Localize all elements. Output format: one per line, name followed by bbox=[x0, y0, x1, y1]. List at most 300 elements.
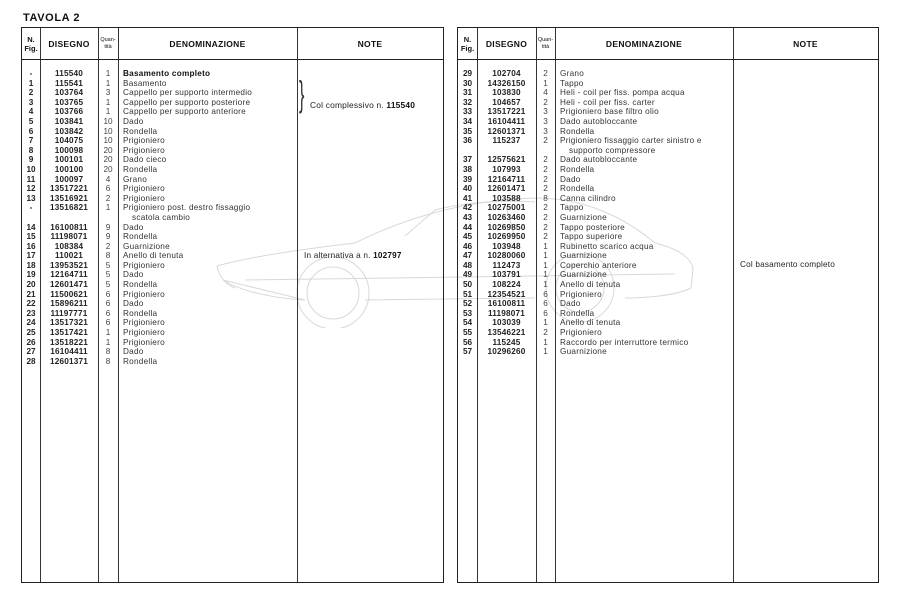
cell-fig: 12 bbox=[26, 184, 36, 194]
cell-fig: 40 bbox=[462, 184, 473, 194]
table-row bbox=[22, 242, 443, 252]
cell-denominazione: Anello di tenuta bbox=[560, 318, 621, 328]
cell-disegno: 10275001 bbox=[487, 203, 526, 213]
cell-disegno: 10269850 bbox=[487, 222, 526, 232]
table-row bbox=[458, 299, 878, 309]
table-row bbox=[22, 261, 443, 271]
cell-quantita: 5 bbox=[105, 260, 111, 270]
table-row bbox=[458, 270, 878, 280]
cell-disegno: 10263460 bbox=[487, 212, 526, 222]
cell-disegno: 110021 bbox=[54, 251, 84, 261]
header-fig-line1: N. bbox=[27, 34, 35, 44]
cell-fig: 14 bbox=[26, 222, 36, 232]
cell-fig: 36 bbox=[462, 136, 473, 146]
table-row bbox=[22, 318, 443, 328]
table-row bbox=[22, 223, 443, 233]
header-qty-line1: Quan- bbox=[100, 36, 116, 43]
cell-quantita: 9 bbox=[105, 222, 111, 232]
table-row bbox=[458, 318, 878, 328]
cell-denominazione: Rubinetto scarico acqua bbox=[560, 241, 654, 251]
cell-denominazione: Dado bbox=[123, 299, 144, 309]
table-row bbox=[22, 127, 443, 137]
cell-fig: 13 bbox=[26, 193, 36, 203]
cell-quantita: 2 bbox=[543, 174, 548, 184]
table-row bbox=[458, 136, 878, 146]
cell-fig: 42 bbox=[462, 203, 473, 213]
cell-quantita: 2 bbox=[543, 328, 548, 338]
table-row bbox=[22, 328, 443, 338]
cell-disegno: 103765 bbox=[54, 97, 84, 107]
table-row bbox=[458, 223, 878, 233]
cell-fig: 4 bbox=[28, 107, 34, 117]
cell-quantita: 6 bbox=[543, 299, 548, 309]
cell-fig: 7 bbox=[28, 136, 34, 146]
cell-fig: 9 bbox=[28, 155, 34, 165]
header-fig-line2: Fig. bbox=[24, 43, 38, 53]
table-row bbox=[22, 280, 443, 290]
table-row bbox=[458, 194, 878, 204]
cell-disegno: 16100811 bbox=[487, 299, 526, 309]
cell-quantita: 1 bbox=[543, 260, 548, 270]
cell-quantita: 2 bbox=[543, 164, 548, 174]
cell-quantita: 10 bbox=[103, 136, 113, 146]
cell-disegno: 115237 bbox=[492, 136, 521, 146]
cell-fig: 43 bbox=[462, 212, 473, 222]
table-row bbox=[458, 98, 878, 108]
table-row bbox=[22, 203, 443, 213]
parts-table-right bbox=[457, 27, 879, 583]
cell-denominazione: Tappo bbox=[560, 78, 584, 88]
cell-quantita: 3 bbox=[543, 107, 548, 117]
note-group-text: Col complessivo n. bbox=[310, 100, 384, 110]
table-row bbox=[458, 338, 878, 348]
cell-fig: 27 bbox=[26, 347, 36, 357]
cell-fig: 1 bbox=[28, 78, 34, 88]
cell-fig: 50 bbox=[462, 280, 473, 290]
cell-fig: 17 bbox=[26, 251, 36, 261]
header-fig-line2: Fig. bbox=[460, 43, 475, 53]
cell-denominazione: Prigioniero bbox=[123, 145, 165, 155]
cell-quantita: 4 bbox=[105, 174, 111, 184]
cell-disegno: 12601371 bbox=[487, 126, 526, 136]
cell-denominazione: Prigioniero fissaggio carter sinistro e bbox=[560, 136, 702, 146]
cell-disegno: 108384 bbox=[54, 241, 84, 251]
cell-denominazione: Dado bbox=[123, 347, 144, 357]
header-quantita bbox=[98, 28, 118, 59]
cell-disegno: 13953521 bbox=[49, 260, 89, 270]
cell-denominazione-continued: scatola cambio bbox=[132, 212, 191, 222]
table-row bbox=[22, 165, 443, 175]
cell-fig: 47 bbox=[462, 251, 473, 261]
cell-denominazione: Prigioniero base filtro olio bbox=[560, 107, 659, 117]
cell-quantita: 8 bbox=[543, 193, 548, 203]
cell-denominazione: Guarnizione bbox=[560, 270, 607, 280]
cell-denominazione: Prigioniero bbox=[123, 184, 165, 194]
cell-disegno: 107993 bbox=[492, 164, 521, 174]
cell-denominazione: Heli - coil per fiss. carter bbox=[560, 97, 655, 107]
table-row bbox=[458, 290, 878, 300]
cell-disegno: 12164711 bbox=[50, 270, 88, 280]
cell-denominazione: Prigioniero bbox=[123, 136, 165, 146]
cell-quantita: 6 bbox=[543, 308, 548, 318]
note-alt-ref: 102797 bbox=[373, 251, 402, 260]
cell-fig: 30 bbox=[462, 78, 473, 88]
header-disegno: DISEGNO bbox=[48, 38, 90, 49]
cell-quantita: 1 bbox=[105, 203, 111, 213]
cell-denominazione: Rondella bbox=[123, 232, 158, 242]
table-row bbox=[458, 127, 878, 137]
cell-fig: 11 bbox=[26, 174, 36, 184]
cell-denominazione: Prigioniero bbox=[123, 260, 165, 270]
cell-denominazione: Dado cieco bbox=[123, 155, 167, 165]
cell-denominazione: Cappello per supporto anteriore bbox=[123, 107, 246, 117]
table-row bbox=[22, 69, 443, 79]
cell-disegno: 103766 bbox=[54, 107, 84, 117]
cell-disegno: 13517221 bbox=[487, 107, 526, 117]
table-row bbox=[458, 165, 878, 175]
cell-denominazione: Dado autobloccante bbox=[560, 116, 638, 126]
cell-quantita: 2 bbox=[543, 136, 548, 146]
cell-disegno: 10296260 bbox=[487, 347, 526, 357]
cell-quantita: 8 bbox=[105, 356, 111, 366]
table-row bbox=[458, 88, 878, 98]
cell-denominazione: Tappo bbox=[560, 203, 584, 213]
cell-fig: 48 bbox=[462, 260, 473, 270]
cell-fig: 19 bbox=[26, 270, 36, 280]
cell-quantita: 1 bbox=[105, 69, 111, 78]
cell-denominazione: Prigioniero bbox=[123, 289, 165, 299]
cell-disegno: 12601471 bbox=[487, 184, 526, 194]
cell-denominazione: Prigioniero bbox=[123, 337, 165, 347]
cell-denominazione: Basamento completo bbox=[123, 69, 211, 78]
note-alt-text: In alternativa a n. bbox=[304, 251, 371, 260]
cell-disegno: 104657 bbox=[492, 97, 521, 107]
table-row bbox=[22, 146, 443, 156]
cell-disegno: 15896211 bbox=[50, 299, 88, 309]
cell-denominazione: Rondella bbox=[560, 126, 595, 136]
cell-quantita: 6 bbox=[543, 289, 548, 299]
cell-disegno: 10280060 bbox=[487, 251, 526, 261]
cell-denominazione-continued: supporto compressore bbox=[569, 145, 656, 155]
note-group bbox=[310, 100, 415, 110]
table-row bbox=[22, 88, 443, 98]
cell-fig: 39 bbox=[462, 174, 473, 184]
note-right: Col basamento completo bbox=[740, 260, 835, 269]
cell-denominazione: Prigioniero bbox=[560, 328, 602, 338]
table-row bbox=[22, 270, 443, 280]
cell-quantita: 6 bbox=[105, 299, 111, 309]
brace-icon: } bbox=[299, 73, 305, 114]
cell-quantita: 1 bbox=[543, 241, 548, 251]
cell-fig: 2 bbox=[28, 88, 34, 98]
cell-quantita: 5 bbox=[105, 280, 111, 290]
cell-disegno: 13517221 bbox=[49, 184, 89, 194]
cell-denominazione: Prigioniero post. destro fissaggio bbox=[123, 203, 251, 213]
page-title: TAVOLA 2 bbox=[23, 12, 81, 24]
cell-quantita: 10 bbox=[103, 126, 113, 136]
cell-fig: 57 bbox=[462, 347, 473, 357]
cell-quantita: 1 bbox=[543, 251, 548, 261]
cell-denominazione: Grano bbox=[123, 174, 148, 184]
cell-disegno: 12164711 bbox=[487, 174, 526, 184]
table-row bbox=[22, 184, 443, 194]
cell-fig: 32 bbox=[462, 97, 473, 107]
cell-denominazione: Dado bbox=[560, 174, 581, 184]
cell-quantita: 2 bbox=[105, 241, 111, 251]
cell-disegno: 14326150 bbox=[487, 78, 526, 88]
cell-denominazione: Rondella bbox=[123, 356, 158, 366]
cell-fig: 45 bbox=[462, 232, 473, 242]
cell-denominazione: Cappello per supporto intermedio bbox=[123, 88, 253, 98]
cell-denominazione: Dado bbox=[560, 299, 581, 309]
header-denominazione: DENOMINAZIONE bbox=[605, 38, 683, 49]
cell-disegno: 12575621 bbox=[487, 155, 526, 165]
cell-quantita: 8 bbox=[105, 347, 111, 357]
cell-disegno: 10269950 bbox=[487, 232, 526, 242]
cell-quantita: 2 bbox=[543, 97, 548, 107]
header-note: NOTE bbox=[357, 38, 383, 49]
table-row bbox=[22, 347, 443, 357]
table-row bbox=[22, 299, 443, 309]
table-row bbox=[458, 107, 878, 117]
cell-denominazione: Heli - coil per fiss. pompa acqua bbox=[560, 88, 685, 98]
cell-fig: 37 bbox=[462, 155, 473, 165]
cell-quantita: 1 bbox=[543, 347, 548, 357]
cell-quantita: 1 bbox=[543, 337, 548, 347]
cell-fig: 10 bbox=[26, 164, 36, 174]
table-row bbox=[22, 194, 443, 204]
header-qty-line1: Quan- bbox=[537, 36, 554, 43]
cell-fig: 5 bbox=[28, 116, 34, 126]
table-row bbox=[458, 280, 878, 290]
cell-disegno: 115245 bbox=[492, 337, 521, 347]
cell-quantita: 1 bbox=[543, 318, 548, 328]
table-row bbox=[22, 338, 443, 348]
cell-quantita: 1 bbox=[543, 270, 548, 280]
cell-quantita: 6 bbox=[105, 289, 111, 299]
cell-fig: 49 bbox=[462, 270, 473, 280]
cell-denominazione: Tappo posteriore bbox=[560, 222, 625, 232]
cell-quantita: 1 bbox=[543, 280, 548, 290]
cell-denominazione: Guarnizione bbox=[560, 347, 607, 357]
cell-disegno: 115541 bbox=[54, 78, 84, 88]
cell-denominazione: Dado autobloccante bbox=[560, 155, 638, 165]
cell-denominazione: Tappo superiore bbox=[560, 232, 623, 242]
cell-fig: 55 bbox=[462, 328, 473, 338]
cell-disegno: 16104411 bbox=[487, 116, 526, 126]
cell-disegno: 108224 bbox=[492, 280, 521, 290]
cell-denominazione: Dado bbox=[123, 116, 144, 126]
cell-fig: 35 bbox=[462, 126, 473, 136]
table-row bbox=[458, 155, 878, 165]
cell-disegno: 102704 bbox=[492, 69, 521, 78]
cell-quantita: 6 bbox=[105, 184, 111, 194]
cell-fig: 24 bbox=[26, 318, 36, 328]
cell-fig: 34 bbox=[462, 116, 473, 126]
cell-quantita: 3 bbox=[543, 126, 548, 136]
cell-quantita: 2 bbox=[543, 222, 548, 232]
table-row bbox=[22, 290, 443, 300]
cell-denominazione: Rondella bbox=[123, 126, 158, 136]
header-qty-line2: tità bbox=[541, 43, 550, 50]
cell-fig: 8 bbox=[28, 145, 34, 155]
table-row bbox=[458, 184, 878, 194]
table-row bbox=[22, 155, 443, 165]
cell-disegno: 103842 bbox=[54, 126, 84, 136]
cell-fig: 38 bbox=[462, 164, 473, 174]
cell-quantita: 6 bbox=[105, 318, 111, 328]
cell-denominazione: Coperchio anteriore bbox=[560, 260, 637, 270]
cell-disegno: 103764 bbox=[54, 88, 84, 98]
cell-disegno: 12601371 bbox=[49, 356, 89, 366]
cell-fig: 28 bbox=[26, 356, 36, 366]
cell-fig: - bbox=[29, 203, 33, 213]
table-row bbox=[458, 117, 878, 127]
cell-disegno: 13516821 bbox=[49, 203, 89, 213]
header-disegno: DISEGNO bbox=[485, 38, 528, 49]
cell-disegno: 104075 bbox=[54, 136, 84, 146]
cell-fig: - bbox=[29, 69, 33, 78]
cell-fig: 15 bbox=[26, 232, 36, 242]
cell-disegno: 11198071 bbox=[50, 232, 88, 242]
cell-denominazione: Dado bbox=[123, 222, 144, 232]
cell-fig: 51 bbox=[462, 289, 473, 299]
cell-fig: 54 bbox=[462, 318, 473, 328]
cell-fig: 31 bbox=[462, 88, 473, 98]
cell-denominazione: Guarnizione bbox=[560, 212, 607, 222]
note-alternative bbox=[304, 251, 402, 261]
cell-quantita: 20 bbox=[103, 164, 113, 174]
table-body-right bbox=[458, 69, 878, 357]
header-note: NOTE bbox=[793, 38, 818, 49]
cell-disegno: 13517421 bbox=[49, 328, 89, 338]
cell-fig: 21 bbox=[26, 289, 36, 299]
cell-quantita: 2 bbox=[543, 232, 548, 242]
cell-quantita: 2 bbox=[543, 184, 548, 194]
cell-fig: 56 bbox=[462, 337, 473, 347]
cell-disegno: 16104411 bbox=[50, 347, 88, 357]
cell-quantita: 1 bbox=[105, 78, 111, 88]
table-row bbox=[22, 117, 443, 127]
cell-disegno: 11500621 bbox=[50, 289, 88, 299]
cell-denominazione: Guarnizione bbox=[560, 251, 607, 261]
header-qty-line2: tità bbox=[104, 43, 112, 50]
table-body-left bbox=[22, 69, 443, 366]
cell-disegno: 100100 bbox=[54, 164, 84, 174]
cell-disegno: 12354521 bbox=[487, 289, 526, 299]
cell-quantita: 2 bbox=[543, 203, 548, 213]
cell-quantita: 2 bbox=[543, 69, 548, 78]
cell-disegno: 103588 bbox=[492, 193, 521, 203]
cell-denominazione: Rondella bbox=[123, 280, 158, 290]
table-row bbox=[22, 175, 443, 185]
table-row bbox=[22, 232, 443, 242]
cell-fig: 46 bbox=[462, 241, 473, 251]
cell-denominazione: Canna cilindro bbox=[560, 193, 616, 203]
cell-fig: 16 bbox=[26, 241, 36, 251]
table-row bbox=[458, 79, 878, 89]
header-divider bbox=[22, 59, 443, 60]
cell-denominazione: Raccordo per interruttore termico bbox=[560, 337, 689, 347]
cell-fig: 23 bbox=[26, 308, 36, 318]
header-denominazione: DENOMINAZIONE bbox=[169, 38, 246, 49]
table-row bbox=[458, 242, 878, 252]
cell-fig: 25 bbox=[26, 328, 36, 338]
table-row bbox=[22, 136, 443, 146]
cell-disegno: 112473 bbox=[492, 260, 521, 270]
cell-disegno: 100098 bbox=[54, 145, 84, 155]
cell-fig: 22 bbox=[26, 299, 36, 309]
cell-quantita: 9 bbox=[105, 232, 111, 242]
cell-quantita: 1 bbox=[105, 107, 111, 117]
cell-denominazione: Cappello per supporto posteriore bbox=[123, 97, 251, 107]
cell-denominazione: Dado bbox=[123, 270, 144, 280]
cell-denominazione: Anello di tenuta bbox=[123, 251, 184, 261]
cell-denominazione: Rondella bbox=[123, 164, 158, 174]
cell-fig: 20 bbox=[26, 280, 36, 290]
parts-table-left bbox=[21, 27, 444, 583]
table-row bbox=[458, 347, 878, 357]
cell-denominazione: Rondella bbox=[560, 184, 595, 194]
header-fig bbox=[22, 28, 40, 59]
header-fig bbox=[458, 28, 477, 59]
cell-disegno: 115540 bbox=[54, 69, 84, 78]
cell-quantita: 6 bbox=[105, 308, 111, 318]
cell-quantita: 8 bbox=[105, 251, 111, 261]
table-row bbox=[458, 203, 878, 213]
header-quantita bbox=[536, 28, 555, 59]
cell-fig: 44 bbox=[462, 222, 473, 232]
cell-denominazione: Rondella bbox=[560, 164, 595, 174]
table-row bbox=[458, 69, 878, 79]
cell-denominazione: Prigioniero bbox=[123, 328, 165, 338]
cell-disegno: 100097 bbox=[54, 174, 84, 184]
table-row bbox=[458, 232, 878, 242]
cell-quantita: 20 bbox=[103, 145, 113, 155]
cell-disegno: 103039 bbox=[492, 318, 521, 328]
cell-fig: 18 bbox=[26, 260, 36, 270]
cell-quantita: 2 bbox=[543, 212, 548, 222]
note-group-ref: 115540 bbox=[386, 100, 416, 110]
cell-disegno: 103791 bbox=[492, 270, 521, 280]
table-row bbox=[22, 79, 443, 89]
cell-fig: 53 bbox=[462, 308, 473, 318]
cell-denominazione: Rondella bbox=[560, 308, 595, 318]
cell-quantita: 1 bbox=[105, 337, 111, 347]
cell-disegno: 13516921 bbox=[49, 193, 89, 203]
table-row bbox=[458, 328, 878, 338]
cell-disegno: 103841 bbox=[54, 116, 84, 126]
cell-quantita: 2 bbox=[543, 155, 548, 165]
table-row bbox=[22, 357, 443, 367]
table-row bbox=[22, 309, 443, 319]
table-row bbox=[458, 175, 878, 185]
cell-denominazione: Rondella bbox=[123, 308, 158, 318]
cell-fig: 26 bbox=[26, 337, 36, 347]
cell-fig: 6 bbox=[28, 126, 34, 136]
cell-quantita: 1 bbox=[105, 97, 111, 107]
cell-denominazione: Grano bbox=[560, 69, 585, 78]
table-row-continuation bbox=[22, 213, 443, 223]
cell-disegno: 13546221 bbox=[487, 328, 526, 338]
cell-quantita: 20 bbox=[103, 155, 113, 165]
cell-fig: 33 bbox=[462, 107, 473, 117]
cell-quantita: 1 bbox=[543, 78, 548, 88]
table-row bbox=[458, 213, 878, 223]
header-fig-line1: N. bbox=[463, 34, 472, 44]
cell-denominazione: Prigioniero bbox=[123, 193, 165, 203]
cell-quantita: 10 bbox=[103, 116, 113, 126]
